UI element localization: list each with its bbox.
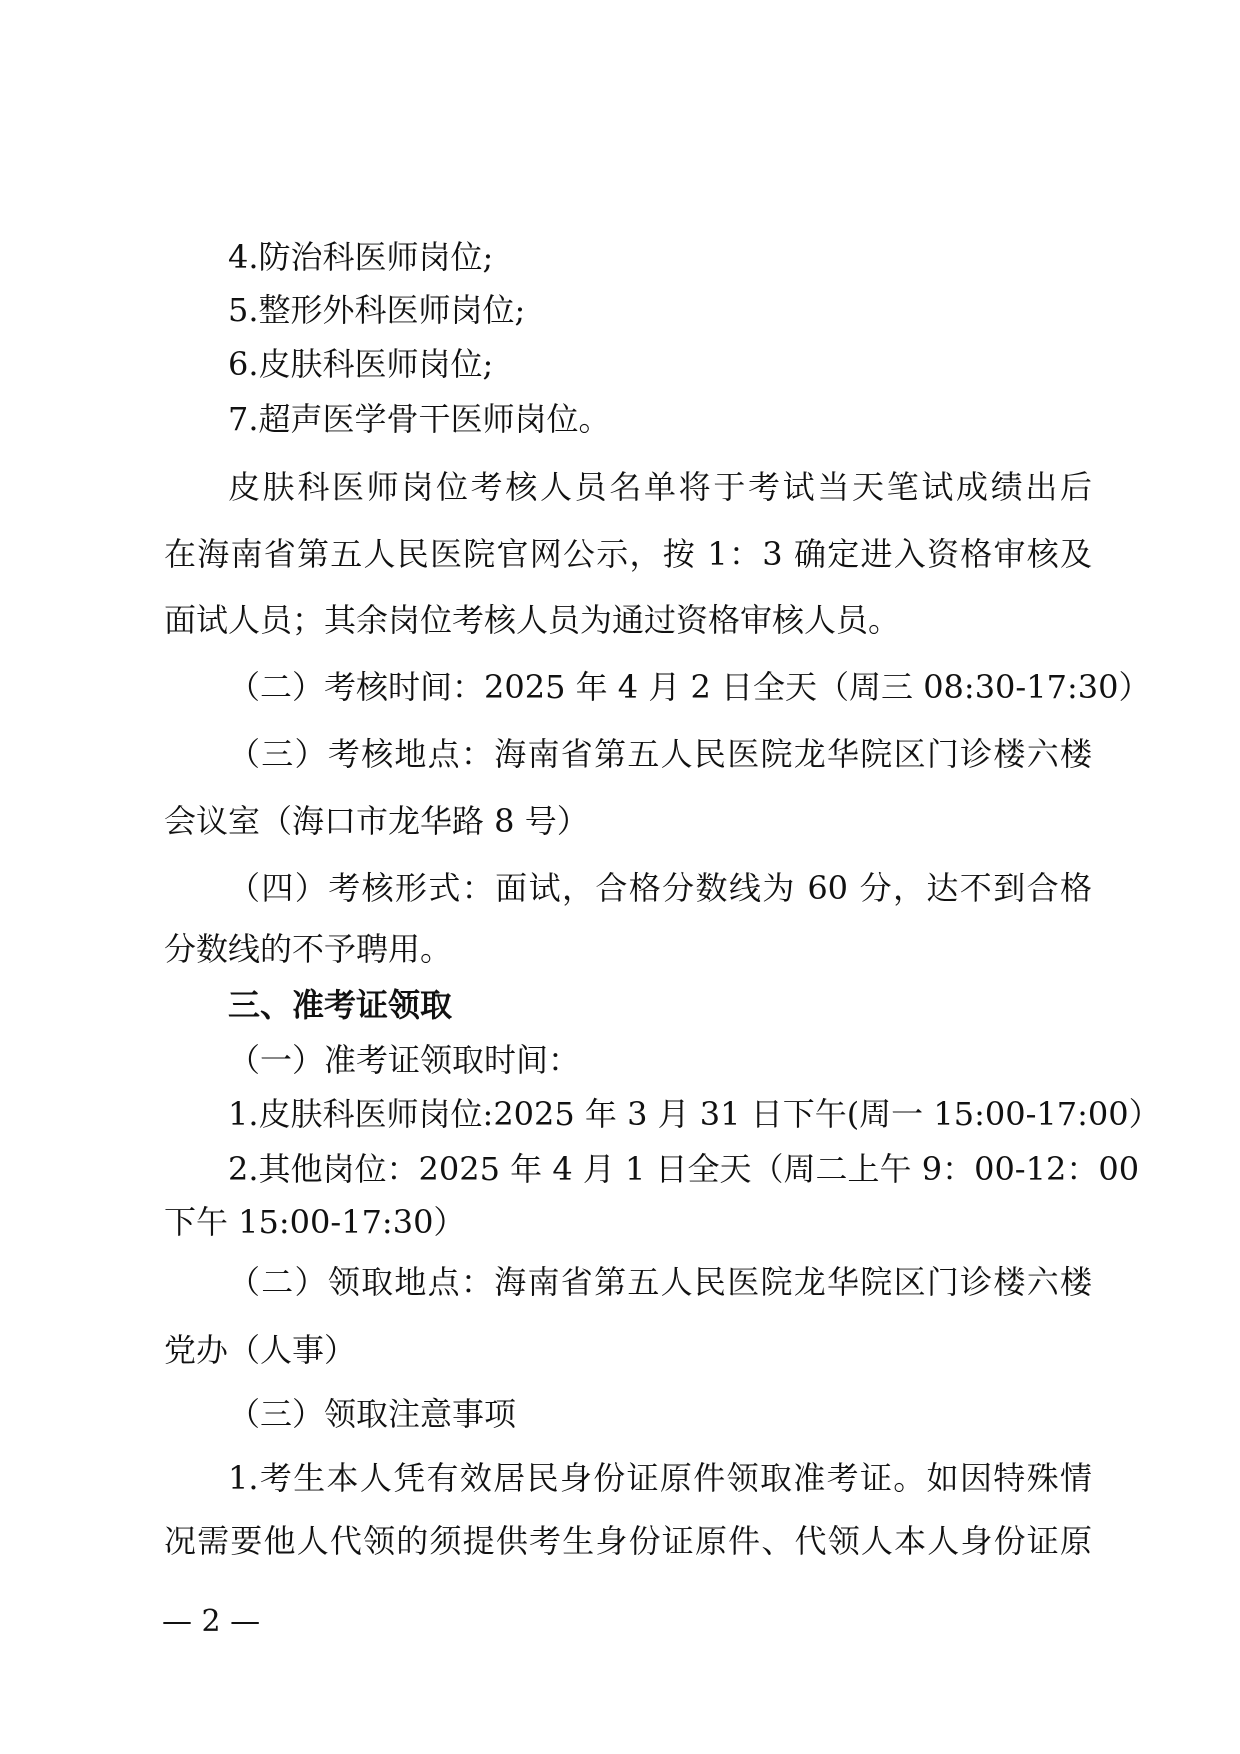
exam-location-line: 会议室（海口市龙华路 8 号） (164, 802, 589, 840)
ticket-time-line: 2.其他岗位：2025 年 4 月 1 日全天（周二上午 9：00-12：00 (228, 1150, 1140, 1188)
post-item-6: 6.皮肤科医师岗位; (228, 345, 494, 383)
exam-location-line: （三）考核地点：海南省第五人民医院龙华院区门诊楼六楼 (228, 735, 1092, 773)
section-heading: 三、准考证领取 (228, 986, 453, 1024)
ticket-location-line: 党办（人事） (164, 1331, 357, 1369)
post-item-7: 7.超声医学骨干医师岗位。 (228, 400, 611, 438)
paragraph-line: 在海南省第五人民医院官网公示，按 1：3 确定进入资格审核及 (164, 535, 1092, 573)
exam-format-line: 分数线的不予聘用。 (164, 930, 453, 968)
post-item-5: 5.整形外科医师岗位; (228, 291, 526, 329)
ticket-time-line: 下午 15:00-17:30） (164, 1203, 466, 1241)
exam-time-line: （二）考核时间：2025 年 4 月 2 日全天（周三 08:30-17:30） (228, 668, 1151, 706)
subsection-heading: （三）领取注意事项 (228, 1395, 517, 1433)
paragraph-line: 1.考生本人凭有效居民身份证原件领取准考证。如因特殊情 (228, 1459, 1092, 1497)
paragraph-line: 况需要他人代领的须提供考生身份证原件、代领人本人身份证原 (164, 1522, 1092, 1560)
paragraph-line: 皮肤科医师岗位考核人员名单将于考试当天笔试成绩出后 (228, 468, 1092, 506)
page-number: — 2 — (162, 1604, 261, 1639)
exam-format-line: （四）考核形式：面试，合格分数线为 60 分，达不到合格 (228, 869, 1092, 907)
ticket-time-line: 1.皮肤科医师岗位:2025 年 3 月 31 日下午(周一 15:00-17:00） (228, 1095, 1161, 1133)
paragraph-line: 面试人员；其余岗位考核人员为通过资格审核人员。 (164, 601, 901, 639)
post-item-4: 4.防治科医师岗位; (228, 238, 494, 276)
subsection-heading: （一）准考证领取时间： (228, 1041, 581, 1079)
ticket-location-line: （二）领取地点：海南省第五人民医院龙华院区门诊楼六楼 (228, 1263, 1092, 1301)
